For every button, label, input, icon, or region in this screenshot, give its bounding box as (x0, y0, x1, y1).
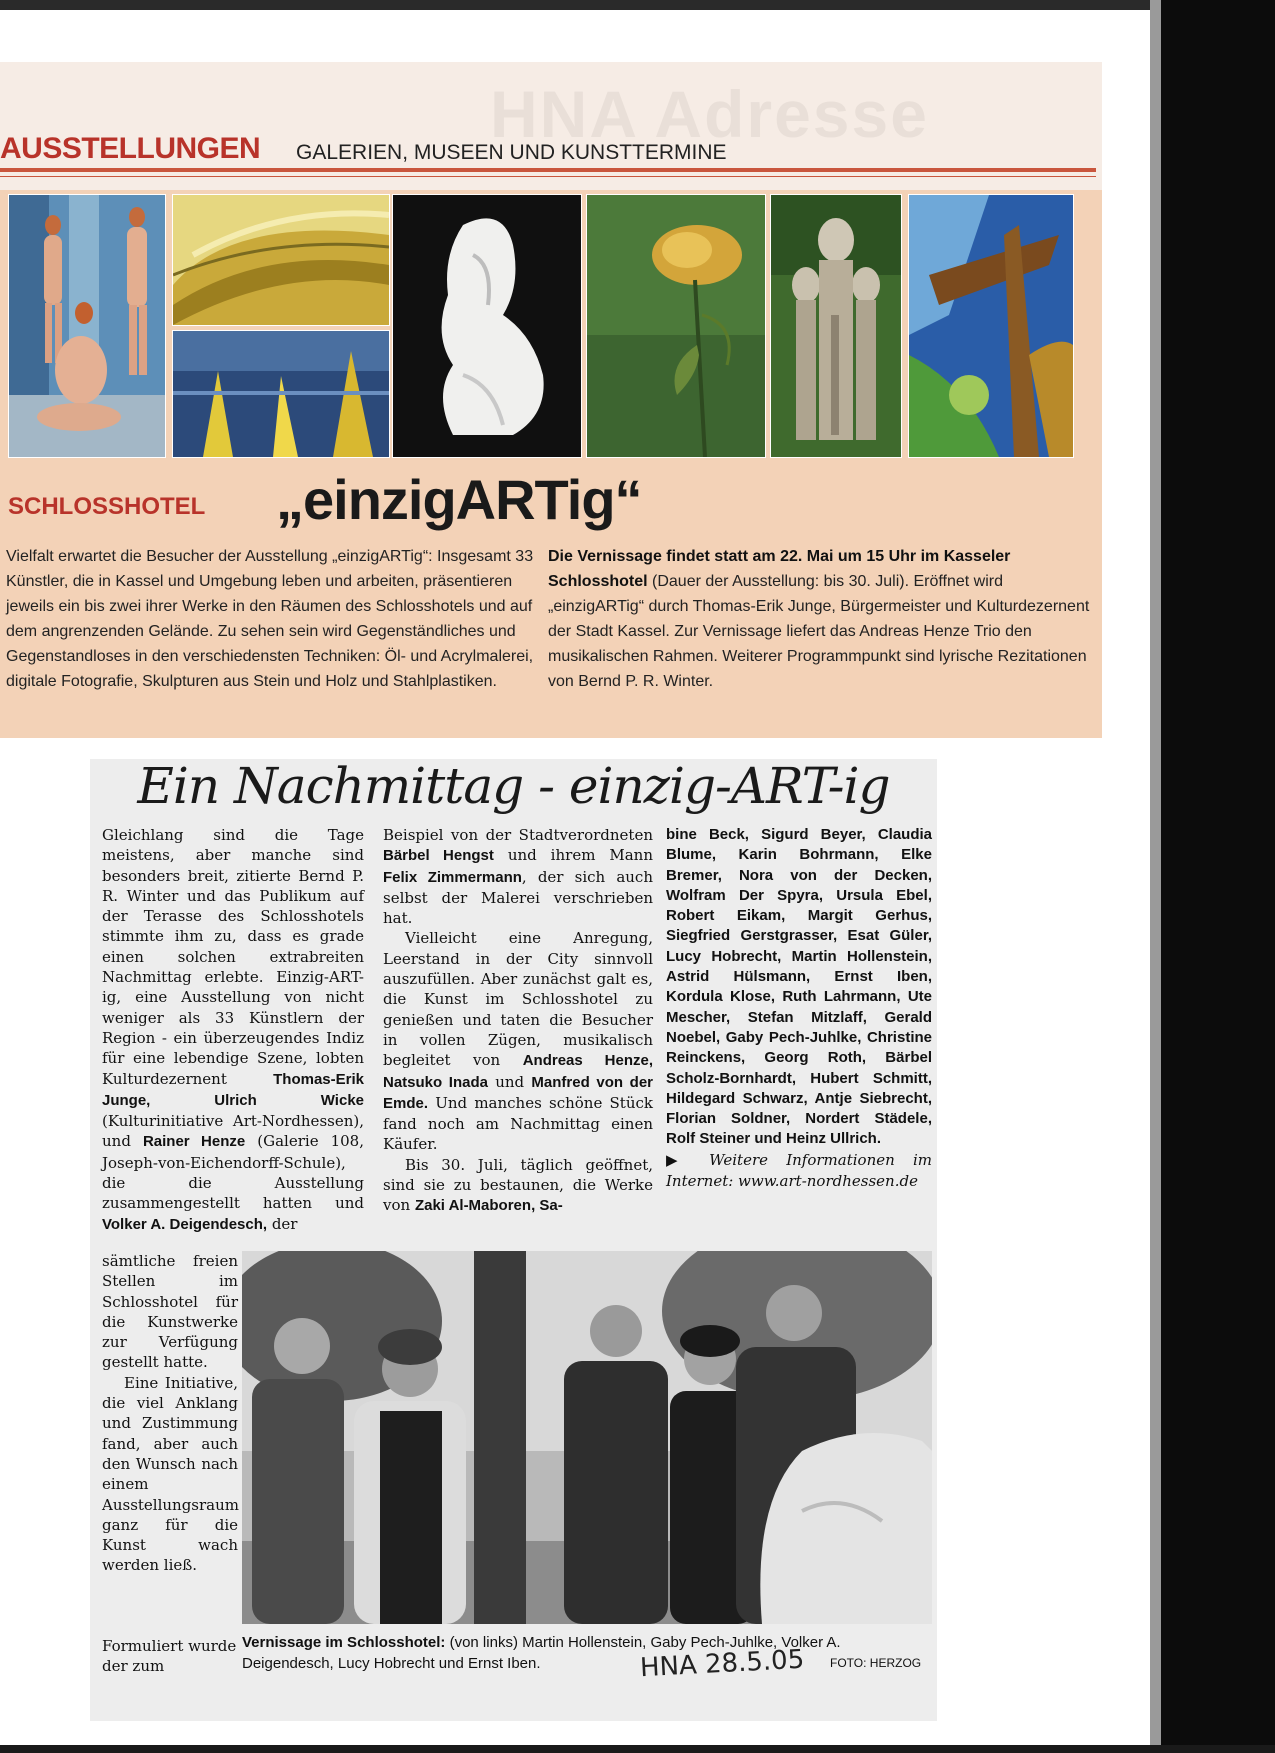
vernissage-photo (242, 1251, 932, 1624)
photo-caption (242, 1632, 932, 1674)
col1-text-b: (Kulturinitiative Art-Nordhessen), und (102, 1112, 364, 1151)
article-right-column (548, 544, 1093, 694)
article-column-2 (383, 825, 653, 1217)
vernissage-date: Die Vernissage findet statt am 22. Mai um 15 Uhr im Kasseler Schlosshotel (548, 548, 1011, 590)
col2-text-g: Bis 30. Juli, täglich geöffnet, sind sie zu bestaunen, die Werke von (383, 1155, 653, 1215)
article-headline: „einzigARTig“ (276, 468, 642, 531)
article-column-3 (666, 825, 932, 1192)
caption-label: Vernissage im Schlosshotel: (242, 1634, 446, 1651)
artwork-abstract-yellow (172, 194, 390, 326)
column-2-para-2 (383, 928, 653, 1154)
col2-text-f: Und manches schöne Stück fand noch am Nachmittag einen Käufer. (383, 1093, 653, 1154)
header-rule-thin (0, 176, 1096, 177)
section-title: AUSSTELLUNGEN (0, 132, 261, 165)
artwork-figures-painting (8, 194, 166, 458)
col2-text-a: Beispiel von der Stadtverordneten (383, 826, 653, 844)
col1-names-a: Thomas-Erik Junge, Ulrich Wicke (102, 1070, 364, 1109)
narrow-tail: Formuliert wurde der zum (102, 1637, 237, 1676)
artwork-stone-figures (770, 194, 902, 458)
left-column-text: Vielfalt erwartet die Besucher der Ausstellung „einzigARTig“: Insgesamt 33 Künstler, die in Kassel und Umgebung leben und arbeiten, präsentieren jeweils ein bis zwei ihrer Werke in den Räumen des Schlosshotels und auf dem angrenzenden Gelände. Zu sehen sein wird Gegenständliches und Gegenstandloses in den verschiedensten Techniken: Öl- und Acrylmalerei, digitale Fotografie, Skulpturen aus Stein und Holz und Stahlplastiken. (6, 548, 534, 690)
ghost-header-text: HNA Adresse (490, 77, 929, 151)
section-subtitle: GALERIEN, MUSEEN UND KUNSTTERMINE (296, 141, 727, 164)
col1-text-d: der (267, 1214, 298, 1233)
narrow-para-2: Eine Initiative, die viel Anklang und Zustimmung fand, aber auch den Wunsch nach einem Ausstellungsraum ganz für die Kunst wach werden ließ. (102, 1373, 240, 1575)
artwork-rose-photo (586, 194, 766, 458)
col1-text-c: (Galerie 108, Joseph-von-Eichendorff-Schule), die die Ausstellung zusammengestellt hatten und (102, 1132, 364, 1213)
exhibition-clipping (0, 62, 1102, 738)
col2-name-a: Bärbel Hengst (383, 847, 494, 865)
col1-names-b: Rainer Henze (142, 1133, 246, 1151)
col2-text-c: , der sich auch selbst der Malerei verschrieben hat. (383, 867, 653, 928)
col1-text-a: Gleichlang sind die Tage meistens, aber manche sind besonders breit, zitierte Bernd P. R. Winter und das Publikum auf der Terasse des Schlosshotels stimmte ihm zu, dass es grade einen solchen extrabreiten Nachmittag erlebte. Einzig-ART-ig, eine Ausstellung von nicht weniger als 33 Künstlern der Region - ein überzeugendes Indiz für eine lebendige Szene, lobten Kulturdezernent (102, 826, 364, 1088)
artwork-marble-sculpture (392, 194, 582, 458)
more-info-link: ▶ Weitere Informationen im Internet: www.art-nordhessen.de (666, 1150, 932, 1191)
col2-name-b: Felix Zimmermann (383, 868, 522, 886)
column-2-para-3 (383, 1155, 653, 1217)
scan-border-right (1161, 0, 1275, 1753)
col2-text-d: Vielleicht eine Anregung, Leerstand in der City sinnvoll auszufüllen. Aber zunächst galt es, die Kunst im Schlosshotel zu genießen und taten die Besucher in vollen Zügen, musikalisch begleitet von (383, 929, 653, 1070)
handwritten-note: HNA 28.5.05 (639, 1644, 805, 1684)
column-2-para-1 (383, 825, 653, 928)
col2-name-e: Zaki Al-Maboren, Sa- (414, 1197, 563, 1215)
article-left-column (6, 544, 546, 694)
column-1-text (102, 825, 364, 1235)
article-column-1 (102, 825, 364, 1235)
artist-list: bine Beck, Sigurd Beyer, Claudia Blume, Karin Bohrmann, Elke Bremer, Nora von der Decken, Wolfram Der Spyra, Ursula Ebel, Robert Eikam, Margit Gerhus, Siegfried Gerstgrasser, Esat Güler, Lucy Hobrecht, Martin Hollenstein, Astrid Hülsmann, Ernst Iben, Kordula Klose, Ruth Lahrmann, Ute Mescher, Stefan Mitzlaff, Gerald Noebel, Gaby Pech-Juhlke, Christine Reinckens, Georg Roth, Bärbel Scholz-Bornhardt, Hubert Schmitt, Hildegard Schwarz, Antje Siebrecht, Florian Soldner, Nordert Städele, Rolf Steiner und Heinz Ullrich. (666, 826, 932, 1148)
artwork-abstract-blue (908, 194, 1074, 458)
article-column-1-continued (102, 1251, 238, 1576)
scan-border-top (0, 0, 1275, 10)
right-column-body: (Dauer der Ausstellung: bis 30. Juli). Eröffnet wird „einzigARTig“ durch Thomas-Erik Junge, Bürgermeister und Kulturdezernent der Stadt Kassel. Zur Vernissage liefert das Andreas Henze Trio den musikalischen Rahmen. Weiterer Programmpunkt sind lyrische Rezitationen von Bernd P. R. Winter. (548, 573, 1090, 690)
article-headline-2: Ein Nachmittag - einzig-ART-ig (137, 757, 890, 815)
artwork-yellow-fields (172, 330, 390, 458)
col2-text-b: und ihrem Mann (493, 846, 653, 865)
more-info (666, 1150, 932, 1193)
newspaper-article (90, 759, 937, 1721)
col2-text-e: und (488, 1072, 532, 1091)
right-column-text (548, 544, 1093, 694)
photo-credit: FOTO: HERZOG (830, 1656, 922, 1670)
narrow-para-1: sämtliche freien Stellen im Schlosshotel für die Kunstwerke zur Verfügung gestellt hatte. (102, 1252, 238, 1372)
article-kicker: SCHLOSSHOTEL (8, 493, 206, 520)
col2-name-c: Andreas Henze, Natsuko Inada (383, 1052, 653, 1091)
scan-border-bottom (0, 1745, 1275, 1753)
header-rule (0, 168, 1096, 172)
col2-name-d: Manfred von der Emde. (383, 1073, 653, 1112)
col1-names-c: Volker A. Deigendesch, (102, 1215, 268, 1233)
caption-text: (von links) Martin Hollenstein, Gaby Pech-Juhlke, Volker A. Deigendesch, Lucy Hobrecht und Ernst Iben. (242, 1634, 841, 1672)
